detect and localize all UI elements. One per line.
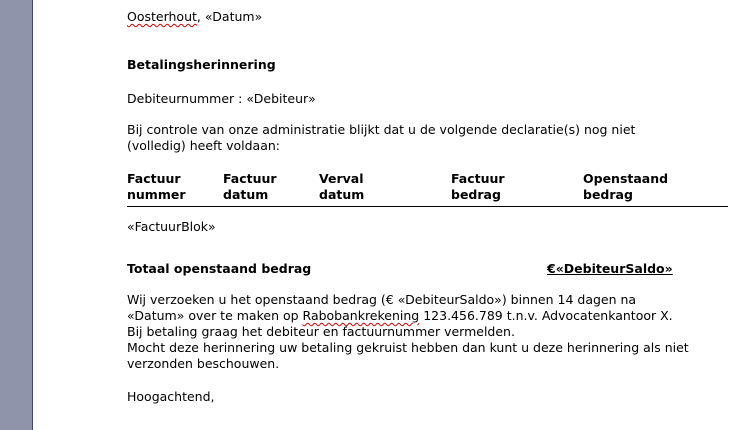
- page-margin-bar: [0, 0, 32, 430]
- total-amount-field: €«DebiteurSaldo»: [547, 261, 673, 276]
- column-header-invoice-date: Factuur datum: [223, 171, 277, 202]
- spellcheck-word-place[interactable]: Oosterhout: [127, 9, 197, 24]
- column-header-invoice-amount: Factuur bedrag: [451, 171, 505, 202]
- intro-line-2: (volledig) heeft voldaan:: [127, 138, 281, 153]
- date-field: , «Datum»: [196, 9, 263, 24]
- letter-heading: Betalingsherinnering: [127, 57, 276, 72]
- invoice-block-field: «FactuurBlok»: [127, 219, 216, 234]
- intro-line-1: Bij controle van onze administratie blijkt dat u de volgende declaratie(s) nog niet: [127, 122, 636, 137]
- body-line-4: Mocht deze herinnering uw betaling gekruist hebben dan kunt u deze herinnering als niet: [127, 340, 689, 355]
- debtor-number-line: Debiteurnummer : «Debiteur»: [127, 91, 316, 106]
- body-line-2: «Datum» over te maken op Rabobankrekening 123.456.789 t.n.v. Advocatenkantoor X.: [127, 308, 673, 323]
- table-header-rule: [127, 206, 728, 207]
- letter-date-line: [127, 9, 262, 25]
- page-margin-edge: [32, 0, 33, 430]
- column-header-invoice-number: Factuur nummer: [127, 171, 186, 202]
- total-label: Totaal openstaand bedrag: [127, 261, 312, 276]
- body-line-5: verzonden beschouwen.: [127, 356, 280, 371]
- spellcheck-word-bank[interactable]: Rabobankrekening: [302, 308, 420, 323]
- body-line-1: Wij verzoeken u het openstaand bedrag (€ «DebiteurSaldo») binnen 14 dagen na: [127, 292, 637, 307]
- column-header-due-date: Verval datum: [319, 171, 365, 202]
- column-header-outstanding-amount: Openstaand bedrag: [583, 171, 669, 202]
- body-line-3: Bij betaling graag het debiteur en factuurnummer vermelden.: [127, 324, 515, 339]
- closing-line: Hoogachtend,: [127, 389, 215, 404]
